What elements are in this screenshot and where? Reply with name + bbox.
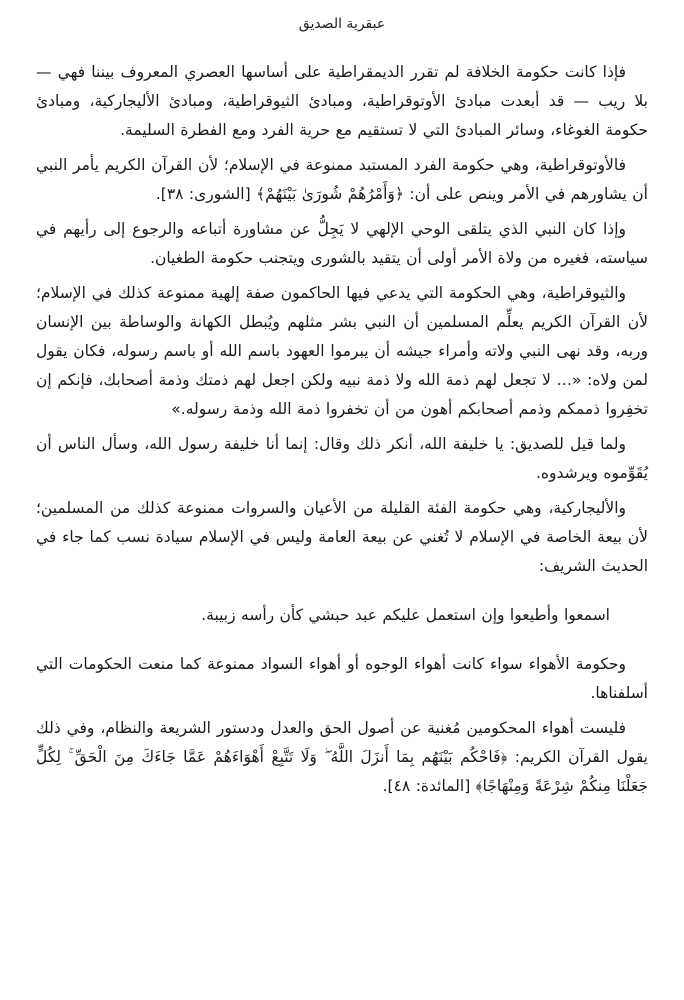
paragraph-oligarchy: والأليجاركية، وهي حكومة الفئة القليلة من الأعيان والسروات ممنوعة كذلك من المسلمين؛ لأن بيعة الخاصة في الإسلام لا تُغني عن بيعة العامة وليس في الإسلام سيادة نسب كما جاء في الحديث الشريف: bbox=[36, 499, 648, 575]
paragraph-prophet-consultation: وإذا كان النبي الذي يتلقى الوحي الإلهي لا يَجِلُّ عن مشاورة أتباعه والرجوع إلى رأيهم في سياسته، فغيره من ولاة الأمر أولى أن يتقيد بالشورى ويتجنب حكومة الطغيان. bbox=[36, 220, 648, 267]
paragraph-theocracy: والثيوقراطية، وهي الحكومة التي يدعي فيها الحاكمون صفة إلهية ممنوعة كذلك في الإسلام؛ لأن القرآن الكريم يعلِّم المسلمين أن النبي بشر مثلهم ويُبطل الكهانة والوساطة بين الإنسان وربه، وقد نهى النبي ولاته وأمراء جيشه أن يبرموا العهود باسم الله أو باسم رسوله، فكان يقول لمن ولاه: «… لا تجعل لهم ذمة الله ولا ذمة نبيه ولكن اجعل لهم ذمتك وذمة أصحابك، فإنكم إن تخفِروا ذممكم وذمم أصحابكم أهون من أن تخفروا ذمة الله وذمة رسوله.» bbox=[36, 284, 648, 418]
paragraph-quran-judgement: فليست أهواء المحكومين مُغنية عن أصول الحق والعدل ودستور الشريعة والنظام، وفي ذلك يقول القرآن الكريم: ﴿فَاحْكُم بَيْنَهُم بِمَا أَنزَلَ اللَّهُ ۖ وَلَا تَتَّبِعْ أَهْوَاءَهُمْ عَمَّا جَاءَكَ مِنَ الْحَقِّ ۚ لِكُلٍّ جَعَلْنَا مِنكُمْ شِرْعَةً وَمِنْهَاجًا﴾ [المائدة: ٤٨]. bbox=[36, 719, 648, 795]
hadith-quote: اسمعوا وأطيعوا وإن استعمل عليكم عبد حبشي كأن رأسه زبيبة. bbox=[201, 606, 610, 624]
running-title: عبقرية الصديق bbox=[298, 16, 386, 32]
paragraph-rule-of-whims: وحكومة الأهواء سواء كانت أهواء الوجوه أو أهواء السواد ممنوعة كما منعت الحكومات التي أسلفناها. bbox=[36, 655, 648, 702]
paragraph-siddiq-title: ولما قيل للصديق: يا خليفة الله، أنكر ذلك وقال: إنما أنا خليفة رسول الله، وسأل الناس أن يُقَوِّموه ويرشدوه. bbox=[36, 435, 648, 482]
paragraph-caliphate-intro: فإذا كانت حكومة الخلافة لم تقرر الديمقراطية على أساسها العصري المعروف بيننا فهي — بلا ريب — قد أبعدت مبادئ الأوتوقراطية، ومبادئ الثيوقراطية، ومبادئ الأليجاركية، ومبادئ حكومة الغوغاء، وسائر المبادئ التي لا تستقيم مع حرية الفرد ومع الفطرة السليمة. bbox=[36, 63, 648, 139]
page-body bbox=[36, 58, 648, 801]
paragraph-autocracy: فالأوتوقراطية، وهي حكومة الفرد المستبد ممنوعة في الإسلام؛ لأن القرآن الكريم يأمر النبي أن يشاورهم في الأمر وينص على أن: ﴿وَأَمْرُهُمْ شُورَىٰ بَيْنَهُمْ﴾ [الشورى: ٣٨]. bbox=[36, 156, 648, 203]
